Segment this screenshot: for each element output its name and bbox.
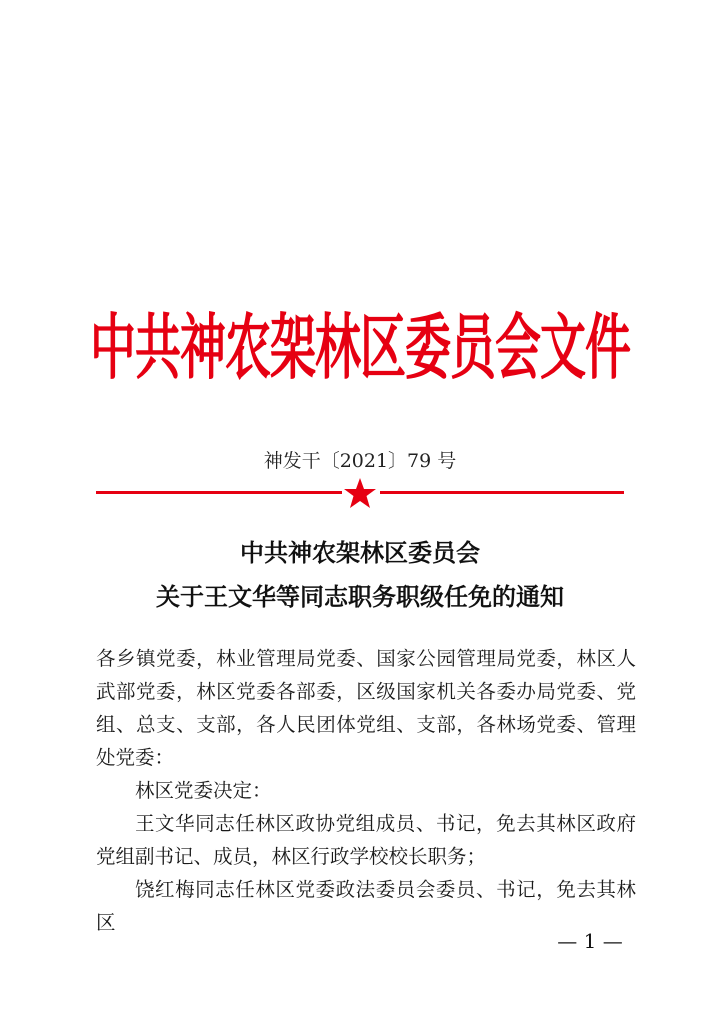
page-number: — 1 — bbox=[557, 929, 623, 953]
document-body bbox=[96, 642, 636, 939]
red-divider-right bbox=[380, 491, 624, 494]
paragraph: 林区党委决定： bbox=[135, 779, 272, 802]
red-divider-left bbox=[96, 491, 342, 494]
document-number: 神发干〔2021〕79 号 bbox=[263, 450, 457, 472]
notice-title-line-2: 关于王文华等同志职务职级任免的通知 bbox=[156, 582, 564, 611]
paragraph: 王文华同志任林区政协党组成员、书记，免去其林区政府党组副书记、成员，林区行政学校校长职务； bbox=[96, 812, 636, 868]
star-icon bbox=[343, 477, 377, 509]
addressees: 各乡镇党委，林业管理局党委、国家公园管理局党委，林区人武部党委，林区党委各部委，区级国家机关各委办局党委、党组、总支、支部，各人民团体党组、支部，各林场党委、管理处党委： bbox=[96, 647, 636, 769]
notice-title-line-1: 中共神农架林区委员会 bbox=[240, 538, 480, 567]
masthead-title: 中共神农架林区委员会文件 bbox=[90, 305, 630, 389]
paragraph: 饶红梅同志任林区党委政法委员会委员、书记，免去其林区 bbox=[96, 878, 636, 934]
